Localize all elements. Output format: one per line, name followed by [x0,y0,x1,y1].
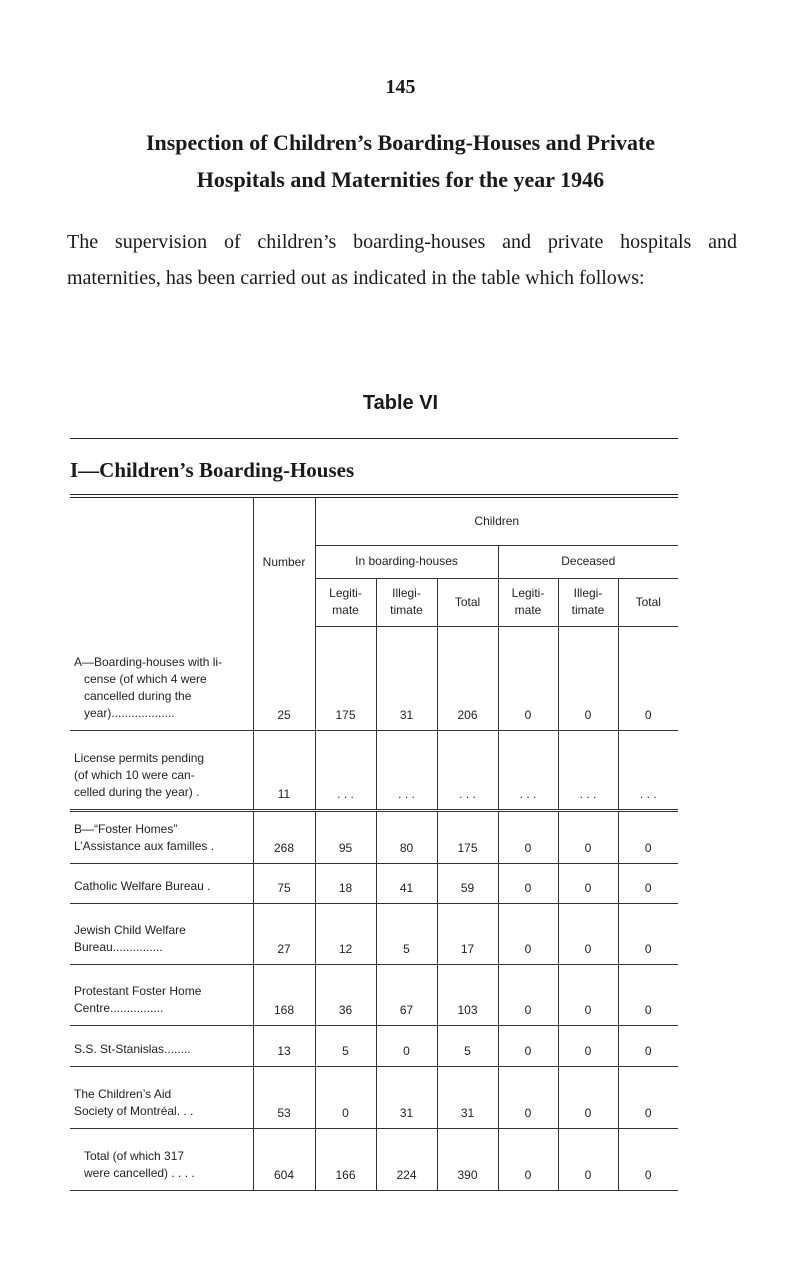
cell-boarding-total: . . . [437,730,498,810]
cell-boarding-legitimate: 5 [315,1025,376,1066]
top-rule [70,438,678,439]
cell-deceased-legitimate: 0 [498,964,558,1025]
row-label-line: celled during the year) . [74,784,200,799]
table-row [70,903,678,964]
cell-deceased-legitimate: 0 [498,1128,558,1190]
cell-boarding-legitimate: 0 [315,1066,376,1128]
row-label-line: S.S. St-Stanislas........ [74,1041,191,1056]
row-label-line: The Children’s Aid [74,1086,172,1101]
header-text-mate: mate [514,603,542,617]
cell-deceased-total: 0 [644,1043,652,1058]
row-label [70,1128,253,1190]
row-label-line: A—Boarding-houses with li- [74,654,223,669]
row-label [70,626,253,730]
header-boarding-illegitimate [376,578,437,626]
cell-boarding-illegitimate: 224 [376,1128,437,1190]
page-title-line-1: Inspection of Children’s Boarding-Houses and Private [145,130,656,155]
cell-deceased-illegitimate: 0 [558,863,618,903]
header-text-timate: timate [571,603,605,617]
cell-number: 53 [253,1066,315,1128]
cell-deceased-illegitimate: 0 [558,1025,618,1066]
cell-boarding-legitimate: . . . [315,730,376,810]
cell-boarding-illegitimate: 5 [376,903,437,964]
cell-deceased-legitimate: 0 [498,626,558,730]
header-text-illegi: Illegi- [573,586,603,600]
cell-number: 268 [253,810,315,863]
cell-boarding-illegitimate: 41 [376,863,437,903]
row-label-line: Total (of which 317 [84,1148,185,1163]
row-label-line: cense (of which 4 were [84,671,207,686]
row-label [70,903,253,964]
table-row-total [70,1128,678,1190]
table-header [70,498,678,626]
cell-boarding-legitimate: 175 [315,626,376,730]
header-in-boarding-houses: In boarding-houses [315,545,498,578]
cell-boarding-total: 390 [437,1128,498,1190]
row-label-line: L’Assistance aux familles . [74,838,215,853]
table-body [70,626,678,1190]
cell-deceased-illegitimate: 0 [558,1066,618,1128]
header-children: Children [315,498,678,545]
table-row [70,626,678,730]
cell-boarding-illegitimate: 67 [376,964,437,1025]
cell-deceased-illegitimate: 0 [558,1128,618,1190]
row-label-line: were cancelled) . . . . [84,1165,195,1180]
cell-boarding-illegitimate: 31 [376,626,437,730]
cell-deceased-illegitimate: 0 [558,964,618,1025]
header-deceased-total: Total [618,578,678,626]
header-text-legiti: Legiti- [511,586,545,600]
row-label-line: year)................... [84,705,175,720]
cell-deceased-total: 0 [644,880,652,895]
cell-deceased-total: 0 [644,840,652,855]
header-deceased: Deceased [498,545,678,578]
cell-boarding-total: 17 [437,903,498,964]
cell-boarding-total: 59 [437,863,498,903]
cell-number: 27 [253,903,315,964]
table-row [70,863,678,903]
cell-number: 604 [253,1128,315,1190]
cell-number: 75 [253,863,315,903]
section-heading: I—Children’s Boarding-Houses [70,458,355,482]
cell-boarding-legitimate: 95 [315,810,376,863]
row-label [70,863,253,903]
page-title [68,124,733,198]
cell-deceased-total: . . . [639,786,657,801]
header-deceased-legitimate [498,578,558,626]
cell-number: 168 [253,964,315,1025]
row-label [70,1025,253,1066]
table-row [70,1025,678,1066]
cell-boarding-total: 31 [437,1066,498,1128]
cell-boarding-illegitimate: . . . [376,730,437,810]
cell-boarding-legitimate: 36 [315,964,376,1025]
page-number: 145 [385,76,416,98]
cell-deceased-legitimate: 0 [498,810,558,863]
cell-number: 25 [253,626,315,730]
table-row [70,964,678,1025]
header-deceased-illegitimate [558,578,618,626]
cell-deceased-legitimate: 0 [498,863,558,903]
header-blank-label [70,498,253,626]
cell-boarding-total: 206 [437,626,498,730]
row-label-line: Society of Montréal. . . [74,1103,194,1118]
header-text-legiti: Legiti- [329,586,362,600]
table-row [70,1066,678,1128]
cell-deceased-illegitimate: . . . [558,730,618,810]
cell-boarding-total: 103 [437,964,498,1025]
cell-deceased-legitimate: 0 [498,1066,558,1128]
cell-deceased-illegitimate: 0 [558,626,618,730]
cell-deceased-legitimate: 0 [498,903,558,964]
cell-deceased-total: 0 [644,1002,652,1017]
cell-deceased-illegitimate: 0 [558,903,618,964]
header-text-mate: mate [332,603,359,617]
table-row [70,730,678,810]
row-label-line: Bureau............... [74,939,163,954]
cell-deceased-illegitimate: 0 [558,810,618,863]
cell-number: 11 [253,730,315,810]
cell-boarding-illegitimate: 80 [376,810,437,863]
cell-boarding-total: 175 [437,810,498,863]
cell-deceased-total: 0 [644,941,652,956]
cell-number: 13 [253,1025,315,1066]
header-text-illegi: Illegi- [392,586,421,600]
cell-boarding-total: 5 [437,1025,498,1066]
cell-boarding-legitimate: 166 [315,1128,376,1190]
row-label-line: Centre................ [74,1000,164,1015]
header-boarding-total: Total [437,578,498,626]
row-label-line: cancelled during the [84,688,192,703]
row-label-line: Catholic Welfare Bureau . [74,878,211,893]
row-label-line: Protestant Foster Home [74,983,202,998]
cell-boarding-legitimate: 12 [315,903,376,964]
cell-boarding-illegitimate: 31 [376,1066,437,1128]
cell-boarding-illegitimate: 0 [376,1025,437,1066]
intro-paragraph: The supervision of children’s boarding-houses and private hospitals and maternities, has been carried out as indicated in the table which follows: [67,231,737,289]
page-title-line-2: Hospitals and Maternities for the year 1946 [196,167,605,192]
header-boarding-legitimate [315,578,376,626]
cell-deceased-total: 0 [644,707,652,722]
row-label-line: License permits pending [74,750,205,765]
row-label [70,810,253,863]
row-label-line: (of which 10 were can- [74,767,195,782]
row-label-line: B—“Foster Homes” [74,821,178,836]
header-number: Number [253,498,315,626]
boarding-houses-table [70,498,678,1191]
table-title: Table VI [362,392,439,414]
row-label [70,730,253,810]
cell-boarding-legitimate: 18 [315,863,376,903]
cell-deceased-legitimate: . . . [498,730,558,810]
cell-deceased-legitimate: 0 [498,1025,558,1066]
cell-deceased-total: 0 [644,1167,652,1182]
cell-deceased-total: 0 [644,1105,652,1120]
row-label-line: Jewish Child Welfare [74,922,186,937]
row-label [70,1066,253,1128]
header-text-timate: timate [390,603,423,617]
table-row [70,810,678,863]
row-label [70,964,253,1025]
